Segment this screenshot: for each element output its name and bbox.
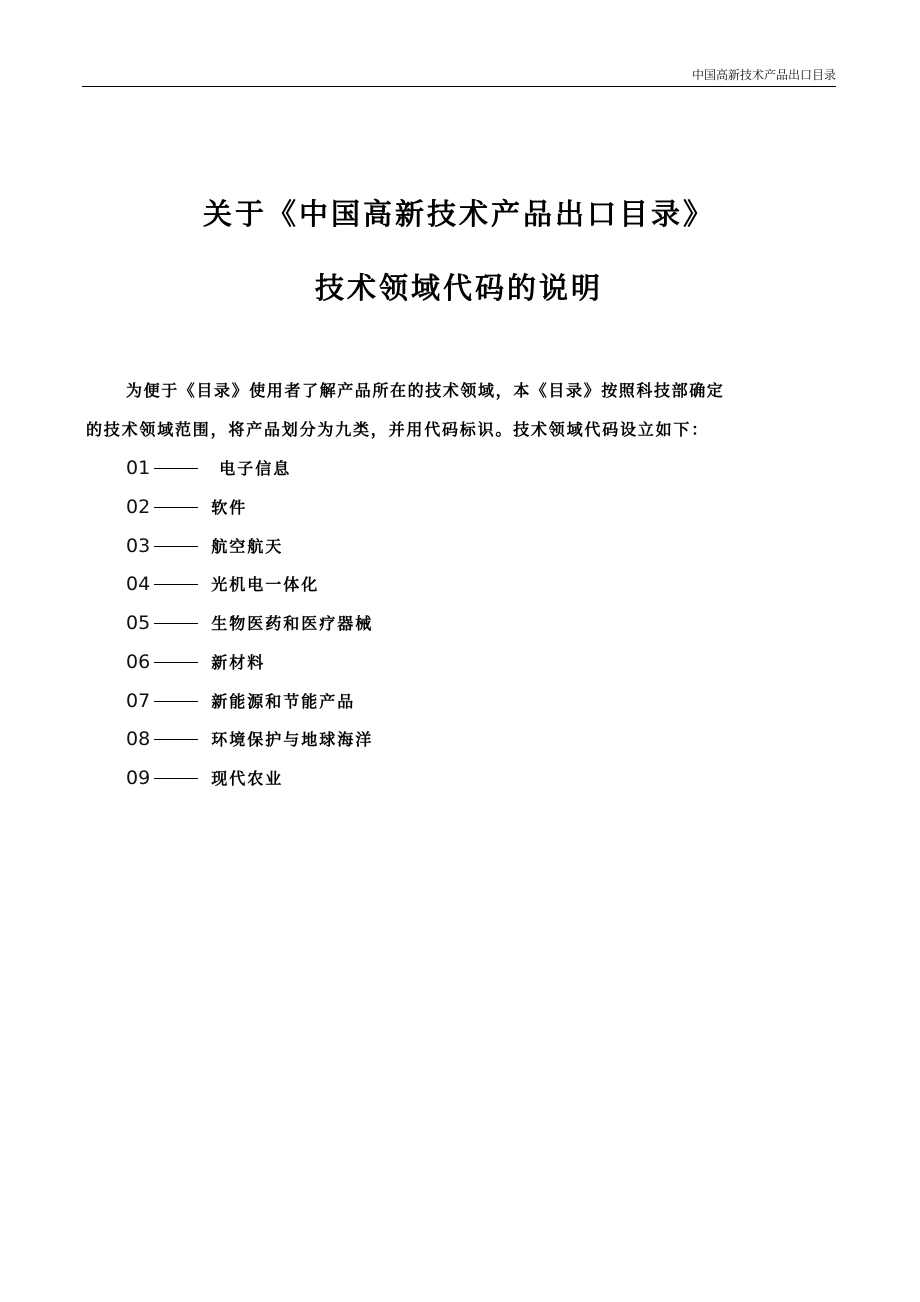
- code-label: 光机电一体化: [211, 575, 320, 594]
- code-item-03: [126, 534, 283, 558]
- code-item-01: [126, 456, 291, 480]
- code-dash: [154, 778, 198, 779]
- code-label: 电子信息: [219, 459, 292, 478]
- code-item-07: [126, 689, 355, 713]
- code-label: 环境保护与地球海洋: [211, 730, 374, 749]
- code-number: 03: [126, 535, 151, 557]
- page-header: [82, 64, 836, 87]
- code-item-06: [126, 650, 265, 674]
- code-dash: [154, 468, 198, 469]
- code-item-02: [126, 495, 247, 519]
- code-dash: [154, 507, 198, 508]
- intro-paragraph-line-1: 为便于《目录》使用者了解产品所在的技术领域，本《目录》按照科技部确定: [126, 381, 725, 400]
- code-label: 现代农业: [211, 769, 284, 788]
- code-dash: [154, 623, 198, 624]
- code-label: 航空航天: [211, 537, 284, 556]
- code-dash: [154, 662, 198, 663]
- code-number: 09: [126, 767, 151, 789]
- code-label: 软件: [211, 498, 248, 517]
- code-dash: [154, 546, 198, 547]
- code-label: 新材料: [211, 653, 266, 672]
- running-header-title: 中国高新技术产品出口目录: [691, 68, 836, 82]
- code-number: 02: [126, 496, 151, 518]
- code-label: 新能源和节能产品: [211, 692, 356, 711]
- document-title-line-2: 技术领域代码的说明: [314, 271, 603, 305]
- code-number: 06: [126, 651, 151, 673]
- code-label: 生物医药和医疗器械: [211, 614, 374, 633]
- code-number: 05: [126, 612, 151, 634]
- code-item-04: [126, 572, 319, 596]
- code-item-05: [126, 611, 373, 635]
- intro-paragraph-line-2: 的技术领域范围，将产品划分为九类，并用代码标识。技术领域代码设立如下：: [86, 420, 710, 439]
- document-title-line-1: 关于《中国高新技术产品出口目录》: [202, 197, 715, 231]
- code-dash: [154, 739, 198, 740]
- code-dash: [154, 584, 198, 585]
- code-number: 07: [126, 690, 151, 712]
- code-number: 01: [126, 457, 151, 479]
- code-item-09: [126, 766, 283, 790]
- code-number: 08: [126, 728, 151, 750]
- code-item-08: [126, 727, 373, 751]
- code-number: 04: [126, 573, 151, 595]
- code-dash: [154, 701, 198, 702]
